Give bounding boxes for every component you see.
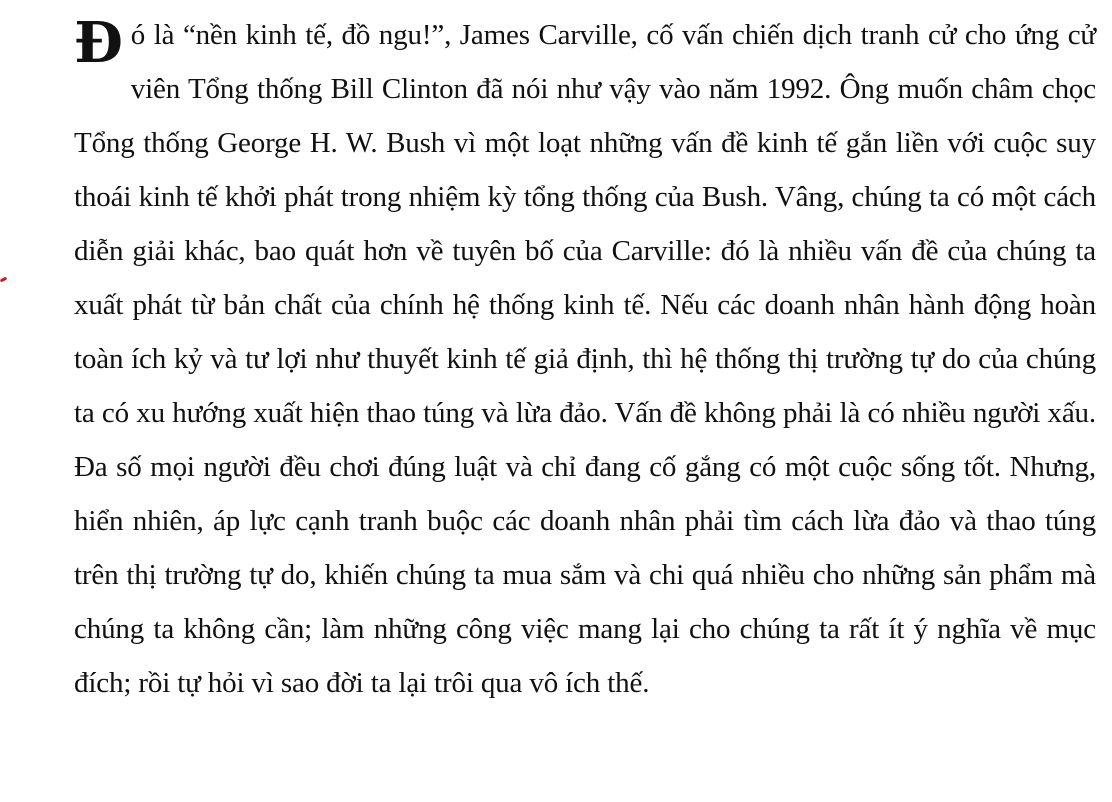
margin-annotation-mark (0, 277, 7, 283)
document-page (74, 8, 1096, 802)
drop-cap: Đ (74, 10, 123, 76)
body-paragraph (74, 8, 1096, 710)
paragraph-text: ó là “nền kinh tế, đồ ngu!”, James Carville, cố vấn chiến dịch tranh cử cho ứng cử viên Tổng thống Bill Clinton đã nói như vậy vào năm 1992. Ông muốn châm chọc Tổng thống George H. W. Bush vì một loạt những vấn đề kinh tế gắn liền với cuộc suy thoái kinh tế khởi phát trong nhiệm kỳ tổng thống của Bush. Vâng, chúng ta có một cách diễn giải khác, bao quát hơn về tuyên bố của Carville: đó là nhiều vấn đề của chúng ta xuất phát từ bản chất của chính hệ thống kinh tế. Nếu các doanh nhân hành động hoàn toàn ích kỷ và tư lợi như thuyết kinh tế giả định, thì hệ thống thị trường tự do của chúng ta có xu hướng xuất hiện thao túng và lừa đảo. Vấn đề không phải là có nhiều người xấu. Đa số mọi người đều chơi đúng luật và chỉ đang cố gắng có một cuộc sống tốt. Nhưng, hiển nhiên, áp lực cạnh tranh buộc các doanh nhân phải tìm cách lừa đảo và thao túng trên thị trường tự do, khiến chúng ta mua sắm và chi quá nhiều cho những sản phẩm mà chúng ta không cần; làm những công việc mang lại cho chúng ta rất ít ý nghĩa về mục đích; rồi tự hỏi vì sao đời ta lại trôi qua vô ích thế. (74, 19, 1096, 699)
